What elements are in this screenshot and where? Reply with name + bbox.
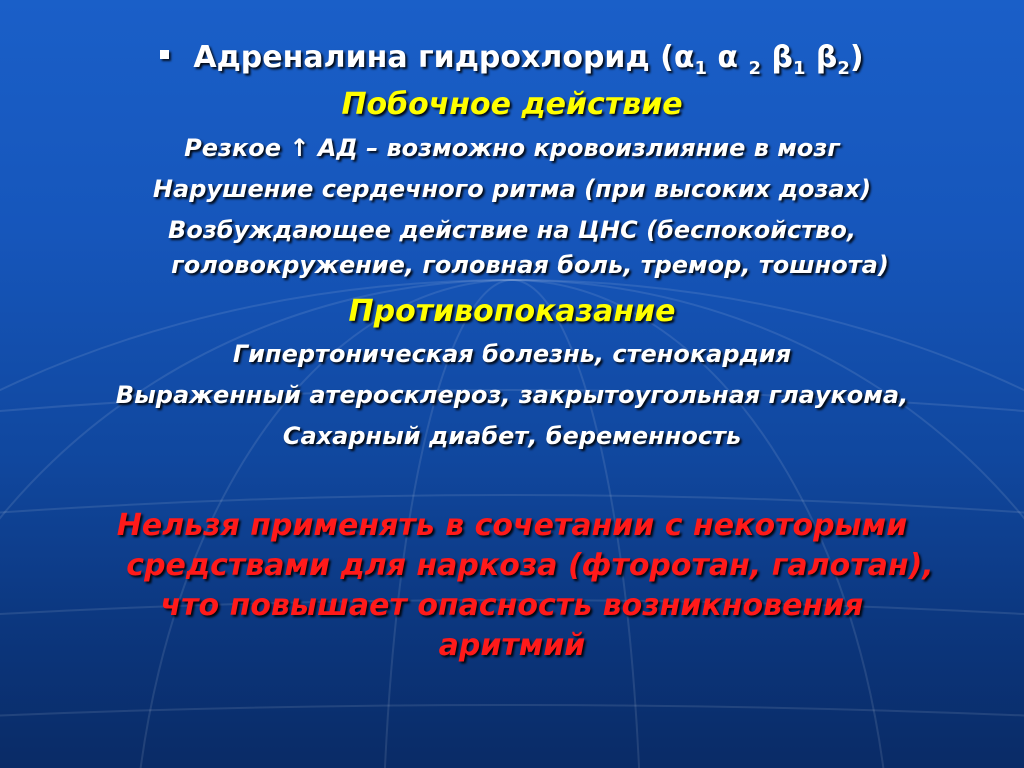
square-bullet-icon (160, 50, 169, 59)
title-text: β (805, 40, 838, 75)
title-text: β (761, 40, 793, 75)
title-subscript: 2 (748, 58, 762, 79)
title-subscript: 1 (694, 58, 707, 79)
contraindication-item: Выраженный атеросклероз, закрытоугольная глаукома, (115, 381, 909, 409)
side-effect-item: Возбуждающее действие на ЦНС (беспокойство, (168, 216, 856, 244)
side-effect-item: головокружение, головная боль, тремор, тошнота) (171, 251, 889, 279)
title-text: ) (849, 40, 864, 75)
contraindication-item: Сахарный диабет, беременность (282, 422, 742, 450)
title-subscript: 1 (792, 58, 806, 79)
warning-line: Нельзя применять в сочетании с некоторыми (116, 508, 908, 543)
side-effect-item: Нарушение сердечного ритма (при высоких дозах) (152, 175, 872, 203)
warning-line: средствами для наркоза (фторотан, галотан), (126, 548, 934, 583)
contraindication-item: Гипертоническая болезнь, стенокардия (232, 340, 792, 368)
title-text: α (706, 40, 749, 75)
side-effect-item: Резкое ↑ АД – возможно кровоизлияние в мозг (184, 134, 840, 162)
title-text: Адреналина гидрохлорид (α (193, 40, 695, 75)
contraindications-heading: Противопоказание (348, 294, 676, 329)
warning-line: аритмий (438, 628, 586, 663)
side-effects-heading: Побочное действие (341, 87, 683, 122)
warning-line: что повышает опасность возникновения (160, 588, 864, 623)
slide-title (0, 40, 1024, 79)
title-subscript: 2 (837, 58, 850, 79)
